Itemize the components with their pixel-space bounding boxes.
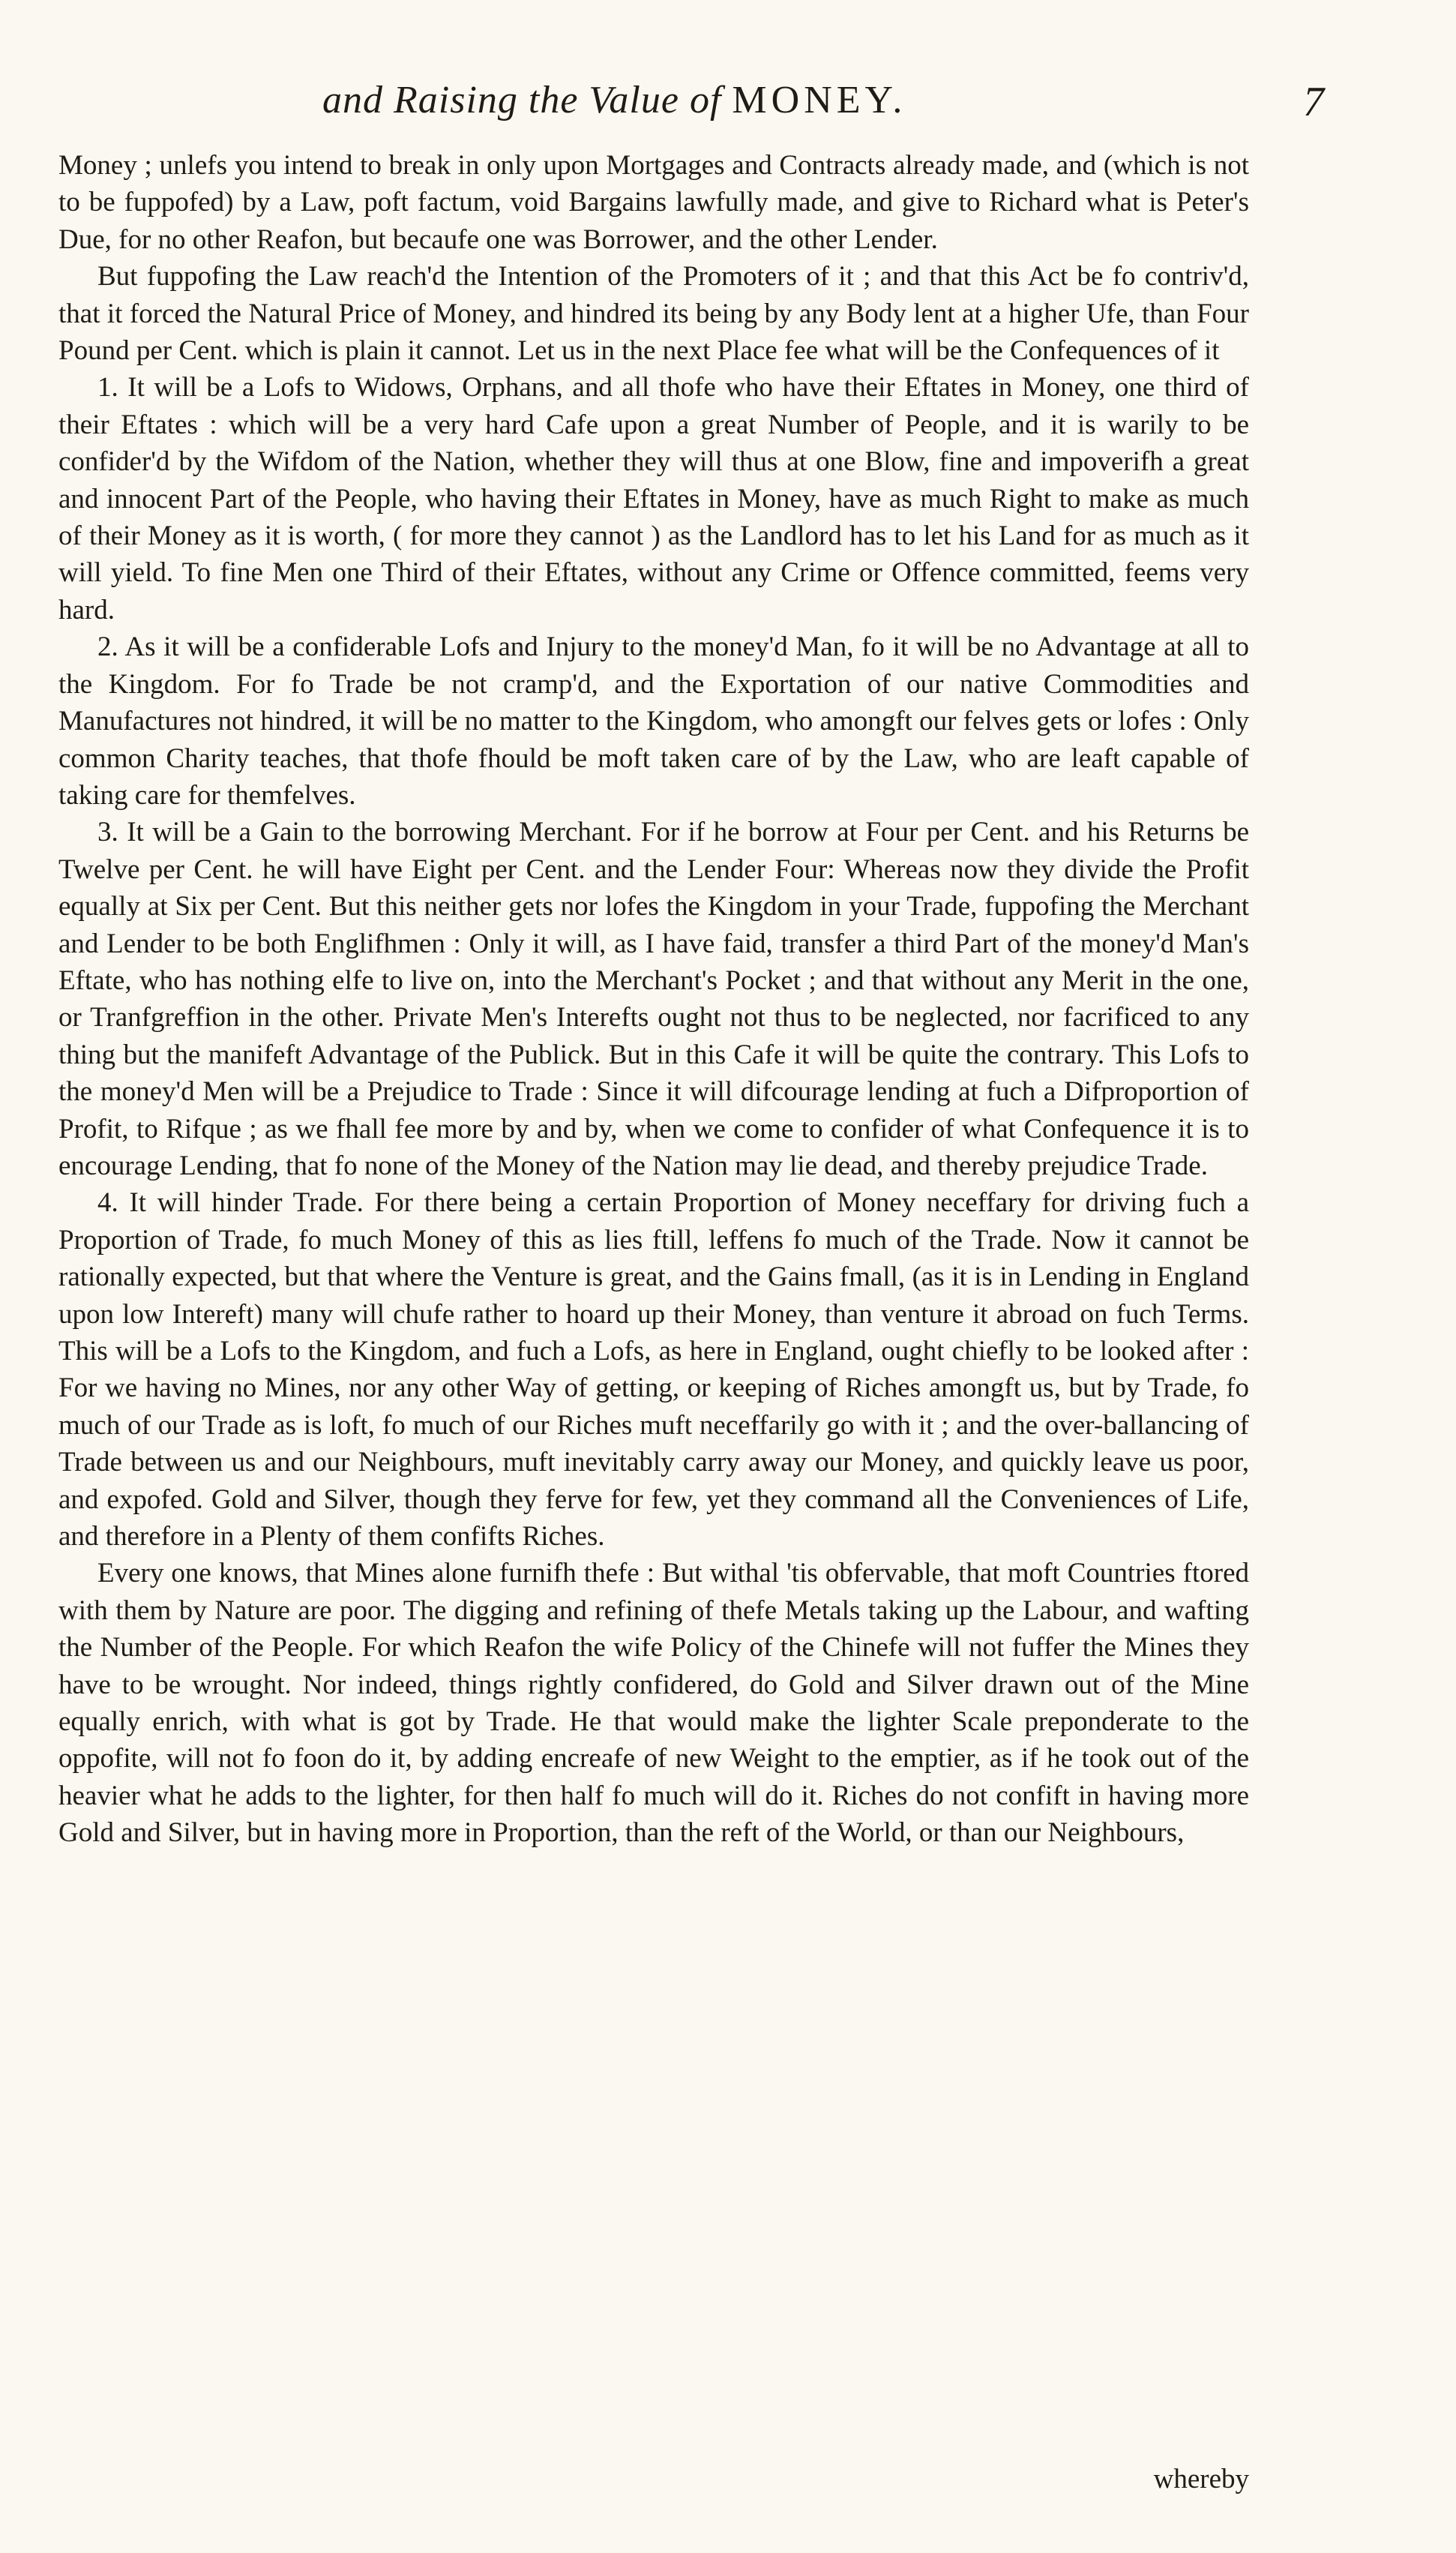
- body-text: [58, 147, 1249, 1852]
- paragraph-point-3: 3. It will be a Gain to the borrowing Merchant. For if he borrow at Four per Cent. and his Returns be Twelve per Cent. he will have Eight per Cent. and the Lender Four: Whereas now they divide the Profit equally at Six per Cent. But this neither gets nor lofes the Kingdom in your Trade, fuppofing the Merchant and Lender to be both Englifhmen : Only it will, as I have faid, transfer a third Part of the money'd Man's Eftate, who has nothing elfe to live on, into the Merchant's Pocket ; and that without any Merit in the one, or Tranfgreffion in the other. Private Men's Interefts ought not thus to be neglected, nor facrificed to any thing but the manifeft Advantage of the Publick. But in this Cafe it will be quite the contrary. This Lofs to the money'd Men will be a Prejudice to Trade : Since it will difcourage lending at fuch a Difproportion of Profit, to Rifque ; as we fhall fee more by and by, when we come to confider of what Confequence it is to encourage Lending, that fo none of the Money of the Nation may lie dead, and thereby prejudice Trade.: [58, 817, 1249, 1181]
- page-number: 7: [1303, 79, 1324, 125]
- running-title: [322, 78, 906, 122]
- running-title-italic: and Raising the Value of: [322, 79, 732, 122]
- paragraph-law-intention: But fuppofing the Law reach'd the Intention of the Promoters of it ; and that this Act be fo contriv'd, that it forced the Natural Price of Money, and hindred its being by any Body lent at a higher Ufe, than Four Pound per Cent. which is plain it cannot. Let us in the next Place fee what will be the Confequences of it: [58, 261, 1249, 367]
- running-title-caps: MONEY.: [732, 79, 907, 122]
- page-header: [0, 75, 1456, 142]
- paragraph-point-4: 4. It will hinder Trade. For there being a certain Proportion of Money neceffary for driving fuch a Proportion of Trade, fo much Money of this as lies ftill, leffens fo much of the Trade. Now it cannot be rationally expected, but that where the Venture is great, and the Gains fmall, (as it is in Lending in England upon low Intereft) many will chufe rather to hoard up their Money, than venture it abroad on fuch Terms. This will be a Lofs to the Kingdom, and fuch a Lofs, as here in England, ought chiefly to be looked after : For we having no Mines, nor any other Way of getting, or keeping of Riches amongft us, but by Trade, fo much of our Trade as is loft, fo much of our Riches muft neceffarily go with it ; and the over-ballancing of Trade between us and our Neighbours, muft inevitably carry away our Money, and quickly leave us poor, and expofed. Gold and Silver, though they ferve for few, yet they command all the Conveniences of Life, and therefore in a Plenty of them confifts Riches.: [58, 1187, 1249, 1552]
- paragraph-continuation: Money ; unlefs you intend to break in only upon Mortgages and Contracts already made, and (which is not to be fuppofed) by a Law, poft factum, void Bargains lawfully made, and give to Richard what is Peter's Due, for no other Reafon, but becaufe one was Borrower, and the other Lender.: [58, 150, 1249, 255]
- paragraph-point-2: 2. As it will be a confiderable Lofs and Injury to the money'd Man, fo it will be no Advantage at all to the Kingdom. For fo Trade be not cramp'd, and the Exportation of our native Commodities and Manufactures not hindred, it will be no matter to the Kingdom, who amongft our felves gets or lofes : Only common Charity teaches, that thofe fhould be moft taken care of by the Law, who are leaft capable of taking care for themfelves.: [58, 632, 1249, 811]
- paragraph-mines: Every one knows, that Mines alone furnifh thefe : But withal 'tis obfervable, that moft Countries ftored with them by Nature are poor. The digging and refining of thefe Metals taking up the Labour, and wafting the Number of the People. For which Reafon the wife Policy of the Chinefe will not fuffer the Mines they have to be wrought. Nor indeed, things rightly confidered, do Gold and Silver drawn out of the Mine equally enrich, with what is got by Trade. He that would make the lighter Scale preponderate to the oppofite, will not fo foon do it, by adding encreafe of new Weight to the emptier, as if he took out of the heavier what he adds to the lighter, for then half fo much will do it. Riches do not confift in having more Gold and Silver, but in having more in Proportion, than the reft of the World, or than our Neighbours,: [58, 1558, 1249, 1849]
- paragraph-point-1: 1. It will be a Lofs to Widows, Orphans, and all thofe who have their Eftates in Money, one third of their Eftates : which will be a very hard Cafe upon a great Number of People, and it is warily to be confider'd by the Wifdom of the Nation, whether they will thus at one Blow, fine and impoverifh a great and innocent Part of the People, who having their Eftates in Money, have as much Right to make as much of their Money as it is worth, ( for more they cannot ) as the Landlord has to let his Land for as much as it will yield. To fine Men one Third of their Eftates, without any Crime or Offence committed, feems very hard.: [58, 372, 1249, 626]
- catchword: whereby: [1153, 2464, 1249, 2494]
